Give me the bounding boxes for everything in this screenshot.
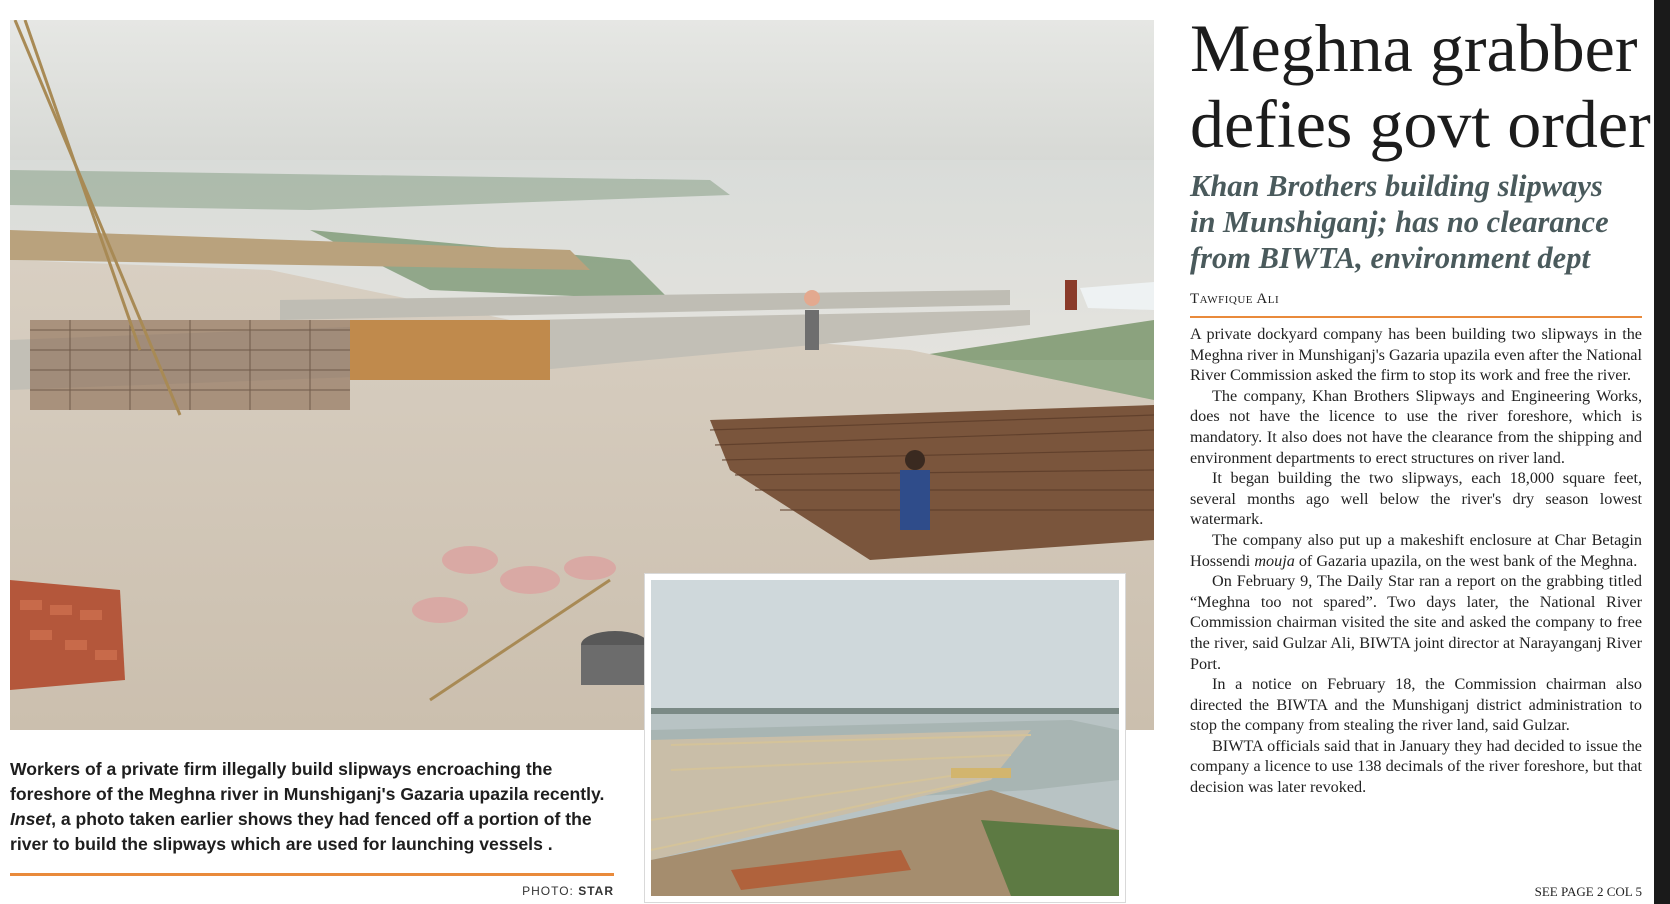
photo-credit <box>522 884 614 898</box>
photo-credit-prefix: PHOTO: <box>522 884 574 898</box>
caption-text: Workers of a private firm illegally build slipways encroaching the foreshore of the Meghna river in Munshiganj's Gazaria upazila recently. <box>10 759 605 804</box>
headline-line-1: Meghna grabber <box>1190 10 1638 86</box>
article-paragraph <box>1190 530 1642 571</box>
continued-on-page-link[interactable]: SEE PAGE 2 COL 5 <box>1534 884 1642 899</box>
article-paragraph: On February 9, The Daily Star ran a report on the grabbing titled “Meghna too not spared”. Two days later, the National River Commission chairman visited the site and asked the company to free the river, said Gulzar Ali, BIWTA joint director at Narayanganj River Port. <box>1190 572 1642 673</box>
article-italic-term: mouja <box>1254 551 1295 570</box>
article-text: The company also put up a makeshift enclosure at Char Betagin Hossendi <box>1190 530 1642 570</box>
article-paragraph: The company, Khan Brothers Slipways and Engineering Works, does not have the licence to use the river foreshore, which is mandatory. It also does not have the clearance from the shipping and environment departments to erect structures on river land. <box>1190 386 1642 467</box>
subhead-line-3: from BIWTA, environment dept <box>1190 241 1590 275</box>
article-paragraph: In a notice on February 18, the Commission chairman also directed the BIWTA and the Munshiganj district administration to stop the company from stealing the river land, said Gulzar. <box>1190 675 1642 735</box>
article-paragraph: It began building the two slipways, each 18,000 square feet, several months ago well below the river's dry season lowest watermark. <box>1190 469 1642 529</box>
subhead-line-1: Khan Brothers building slipways <box>1190 169 1603 203</box>
inset-photo <box>645 574 1125 902</box>
caption-inset-word: Inset <box>10 809 52 829</box>
photo-credit-source: STAR <box>578 884 614 898</box>
page-edge <box>1654 0 1670 904</box>
article-paragraph: A private dockyard company has been building two slipways in the Meghna river in Munshiganj's Gazaria upazila even after the National River Commission asked the firm to stop its work and free the river. <box>1190 325 1642 385</box>
article-body <box>1190 324 1642 798</box>
byline: Tawfique Ali <box>1190 291 1280 307</box>
article-text: of Gazaria upazila, on the west bank of the Meghna. <box>1294 551 1638 570</box>
article-paragraph: BIWTA officials said that in January they had decided to issue the company a licence to use 138 decimals of the river foreshore, but that decision was later revoked. <box>1190 736 1642 797</box>
caption-text-continued: , a photo taken earlier shows they had fenced off a portion of the river to build the slipways which are used for launching vessels . <box>10 809 592 854</box>
subheadline <box>1190 168 1660 276</box>
caption-divider <box>10 873 614 876</box>
photo-caption <box>10 757 620 857</box>
subhead-line-2: in Munshiganj; has no clearance <box>1190 205 1609 239</box>
headline <box>1190 10 1670 162</box>
headline-line-2: defies govt order <box>1190 86 1651 162</box>
byline-divider <box>1190 316 1642 318</box>
